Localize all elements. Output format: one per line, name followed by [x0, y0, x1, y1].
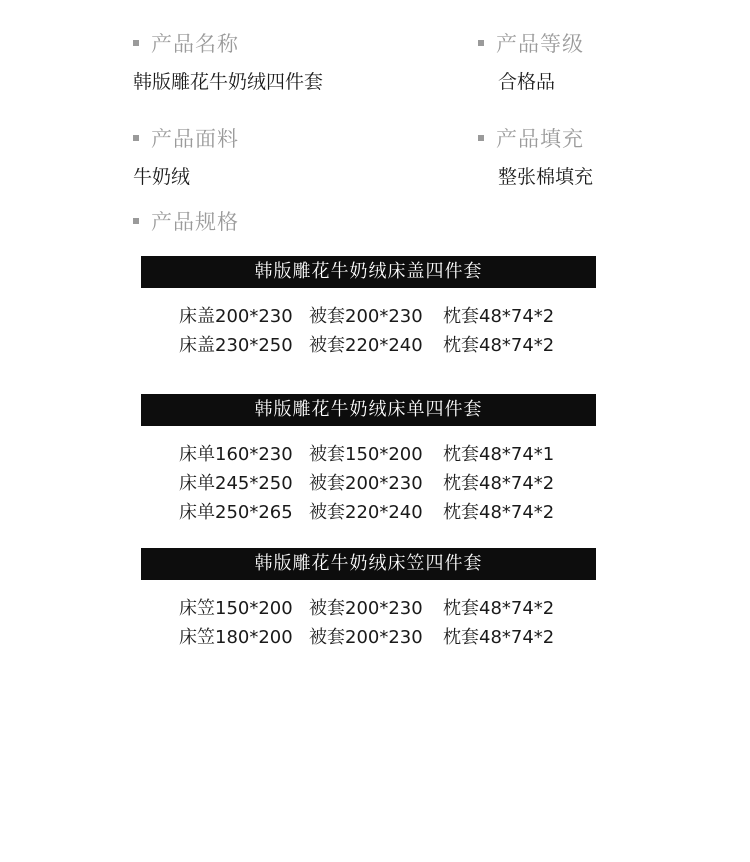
- spec-cell: 被套200*230: [309, 627, 423, 648]
- square-bullet-icon: [133, 40, 139, 46]
- spec-row: [141, 302, 596, 331]
- field-value: 牛奶绒: [133, 166, 191, 188]
- square-bullet-icon: [478, 135, 484, 141]
- field-product-fabric: [133, 123, 239, 189]
- spec-row: [141, 623, 596, 652]
- spec-table-rows: [141, 302, 596, 360]
- field-product-spec: [133, 206, 239, 236]
- field-label: 产品面料: [151, 127, 239, 151]
- spec-row: [141, 331, 596, 360]
- spec-cell: 被套150*200: [309, 444, 423, 465]
- field-label: 产品名称: [151, 32, 239, 56]
- spec-cell: 被套220*240: [309, 335, 423, 356]
- spec-cell: 床单250*265: [179, 502, 293, 523]
- field-value: 韩版雕花牛奶绒四件套: [133, 71, 324, 93]
- spec-table-fitted-sheet: [141, 548, 596, 652]
- spec-cell: 床笠150*200: [179, 598, 293, 619]
- field-product-name: [133, 28, 323, 94]
- field-label: 产品等级: [496, 32, 584, 56]
- square-bullet-icon: [133, 218, 139, 224]
- spec-table-bedcover: [141, 256, 596, 360]
- spec-table-title: 韩版雕花牛奶绒床盖四件套: [141, 256, 596, 288]
- spec-row: [141, 594, 596, 623]
- spec-cell: 被套200*230: [309, 598, 423, 619]
- field-label: 产品填充: [496, 127, 584, 151]
- spec-cell: 枕套48*74*2: [443, 627, 555, 648]
- spec-cell: 被套220*240: [309, 502, 423, 523]
- spec-cell: 枕套48*74*1: [443, 444, 555, 465]
- spec-table-title: 韩版雕花牛奶绒床单四件套: [141, 394, 596, 426]
- spec-cell: 被套200*230: [309, 306, 423, 327]
- spec-cell: 床单245*250: [179, 473, 293, 494]
- field-value: 整张棉填充: [498, 166, 594, 188]
- spec-table-title: 韩版雕花牛奶绒床笠四件套: [141, 548, 596, 580]
- spec-table-rows: [141, 440, 596, 527]
- spec-cell: 枕套48*74*2: [443, 306, 555, 327]
- spec-table-rows: [141, 594, 596, 652]
- field-product-filling: [478, 123, 593, 189]
- square-bullet-icon: [478, 40, 484, 46]
- field-label: 产品规格: [151, 210, 239, 234]
- spec-cell: 床盖200*230: [179, 306, 293, 327]
- spec-cell: 枕套48*74*2: [443, 502, 555, 523]
- field-product-grade: [478, 28, 584, 94]
- spec-cell: 枕套48*74*2: [443, 473, 555, 494]
- spec-cell: 被套200*230: [309, 473, 423, 494]
- field-value: 合格品: [498, 71, 556, 93]
- spec-cell: 枕套48*74*2: [443, 335, 555, 356]
- spec-table-bedsheet: [141, 394, 596, 527]
- spec-row: [141, 498, 596, 527]
- square-bullet-icon: [133, 135, 139, 141]
- spec-cell: 枕套48*74*2: [443, 598, 555, 619]
- spec-row: [141, 440, 596, 469]
- spec-cell: 床盖230*250: [179, 335, 293, 356]
- spec-cell: 床笠180*200: [179, 627, 293, 648]
- spec-cell: 床单160*230: [179, 444, 293, 465]
- spec-row: [141, 469, 596, 498]
